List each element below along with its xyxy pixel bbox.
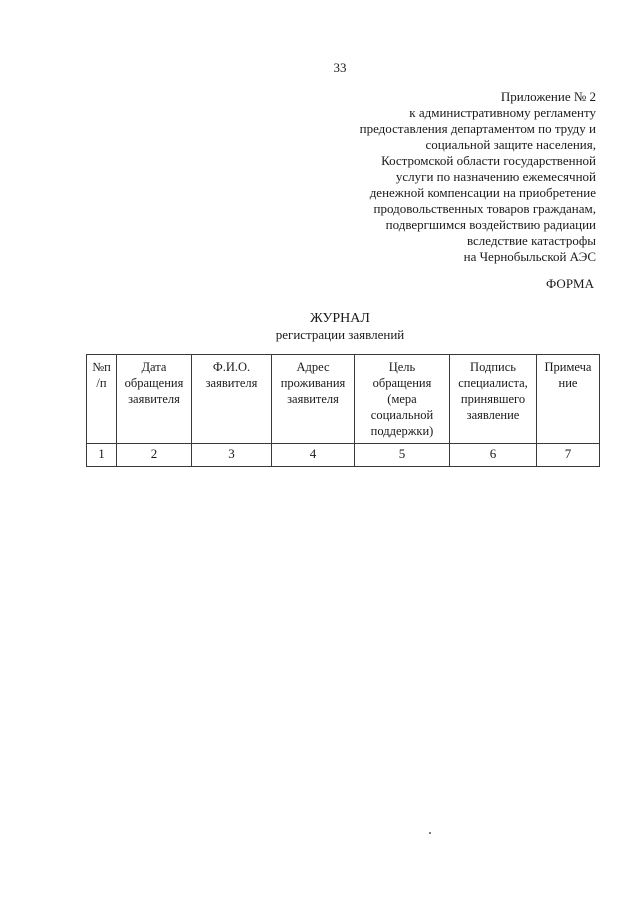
header-cell-name xyxy=(192,355,272,444)
header-cell-purpose xyxy=(355,355,450,444)
scan-speck xyxy=(429,832,431,834)
header-text: Цель xyxy=(388,360,416,374)
column-number-cell: 2 xyxy=(117,444,192,467)
appendix-line: подвергшимся воздействию радиации xyxy=(385,217,596,232)
header-text: Ф.И.О. xyxy=(212,360,251,374)
column-number-cell: 6 xyxy=(450,444,537,467)
journal-title: ЖУРНАЛ xyxy=(310,311,370,326)
form-label: ФОРМА xyxy=(546,276,594,291)
header-cell-address xyxy=(272,355,355,444)
appendix-header xyxy=(276,89,596,265)
header-text: специалиста, xyxy=(458,376,528,390)
header-text: заявление xyxy=(466,408,520,422)
appendix-line: Приложение № 2 xyxy=(500,89,596,104)
header-text: (мера xyxy=(387,392,417,406)
header-cell-number xyxy=(87,355,117,444)
table-number-row xyxy=(87,444,600,467)
column-number-cell: 5 xyxy=(355,444,450,467)
header-text: Подпись xyxy=(470,360,516,374)
appendix-line: вследствие катастрофы xyxy=(466,233,596,248)
header-text: Примеча xyxy=(544,360,592,374)
header-cell-notes xyxy=(537,355,600,444)
header-text: №п xyxy=(92,360,111,374)
header-cell-date xyxy=(117,355,192,444)
journal-subtitle: регистрации заявлений xyxy=(275,327,405,342)
header-text: поддержки) xyxy=(370,424,434,438)
registration-table xyxy=(86,354,600,467)
appendix-line: денежной компенсации на приобретение xyxy=(369,185,596,200)
header-text: заявителя xyxy=(205,376,258,390)
header-text: обращения xyxy=(124,376,184,390)
page-number: 33 xyxy=(333,60,347,75)
header-text: Адрес xyxy=(296,360,330,374)
appendix-line: услуги по назначению ежемесячной xyxy=(395,169,596,184)
appendix-line: на Чернобыльской АЭС xyxy=(463,249,596,264)
header-text: заявителя xyxy=(128,392,180,406)
header-text: Дата xyxy=(141,360,167,374)
appendix-line: социальной защите населения, xyxy=(425,137,596,152)
appendix-line: к административному регламенту xyxy=(409,105,596,120)
appendix-line: продовольственных товаров гражданам, xyxy=(373,201,596,216)
column-number-cell: 3 xyxy=(192,444,272,467)
header-cell-signature xyxy=(450,355,537,444)
column-number-cell: 4 xyxy=(272,444,355,467)
appendix-line: предоставления департаментом по труду и xyxy=(359,121,596,136)
header-text: социальной xyxy=(370,408,434,422)
header-text: заявителя xyxy=(287,392,339,406)
header-text: обращения xyxy=(372,376,432,390)
header-text: принявшего xyxy=(460,392,526,406)
table-header-row xyxy=(87,355,600,444)
header-text: ние xyxy=(558,376,578,390)
appendix-line: Костромской области государственной xyxy=(381,153,596,168)
header-text: /п xyxy=(96,376,107,390)
column-number-cell: 1 xyxy=(87,444,117,467)
column-number-cell: 7 xyxy=(537,444,600,467)
header-text: проживания xyxy=(280,376,346,390)
